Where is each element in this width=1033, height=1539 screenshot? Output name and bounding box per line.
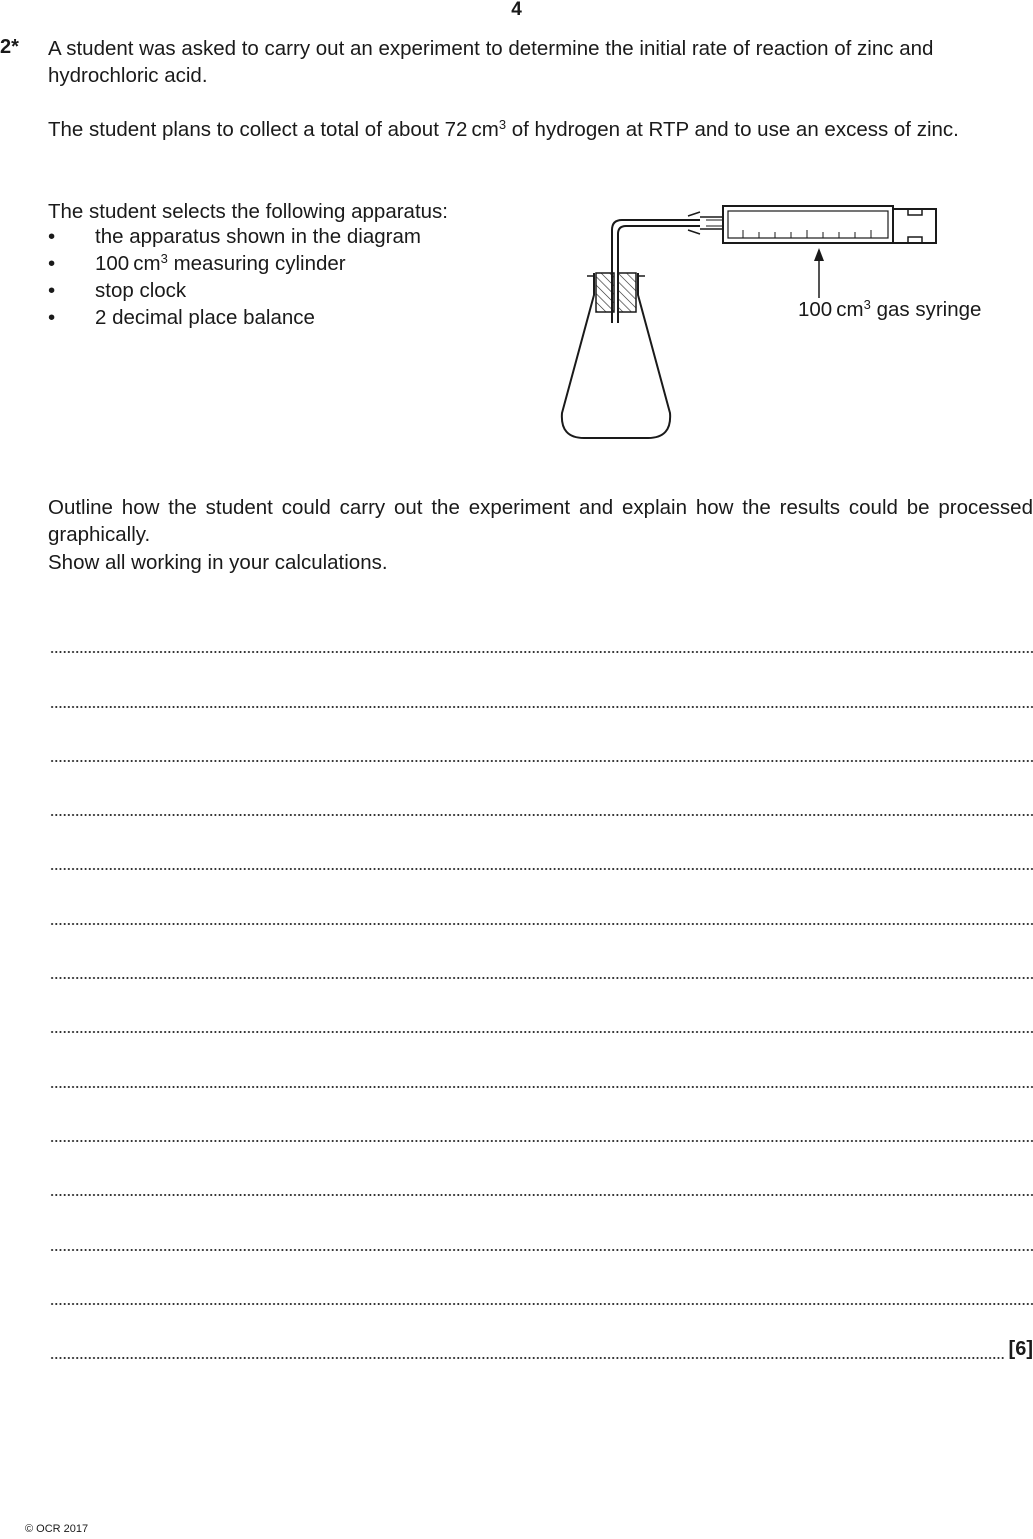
dotted-rule xyxy=(50,1177,1033,1197)
answer-line[interactable] xyxy=(50,1034,1033,1088)
question-number: 2* xyxy=(0,36,19,58)
dotted-rule xyxy=(50,1069,1033,1089)
answer-line[interactable] xyxy=(50,817,1033,871)
answer-line[interactable] xyxy=(50,1306,1033,1360)
apparatus-item-superscript: 3 xyxy=(160,251,168,266)
question-task: Outline how the student could carry out the experiment and explain how the results could be processed graphically. xyxy=(48,496,1033,546)
plan-text-before: The student plans to collect a total of about 72 cm xyxy=(48,118,499,141)
dotted-rule xyxy=(50,851,1033,871)
dotted-rule xyxy=(50,1232,1033,1252)
gas-syringe-label-after: gas syringe xyxy=(870,298,982,321)
apparatus-item xyxy=(48,304,421,331)
dotted-rule xyxy=(50,634,1033,654)
answer-line[interactable] xyxy=(50,1089,1033,1143)
gas-syringe-icon xyxy=(700,206,936,243)
apparatus-list xyxy=(48,223,421,331)
answer-line[interactable] xyxy=(50,871,1033,925)
answer-line[interactable] xyxy=(50,600,1033,654)
apparatus-item-text: 100 cm xyxy=(95,252,161,275)
label-arrow-icon xyxy=(814,248,824,298)
apparatus-item xyxy=(48,223,421,250)
question-plan xyxy=(48,116,1033,143)
dotted-rule xyxy=(50,1123,1033,1143)
apparatus-item-text: stop clock xyxy=(95,279,187,302)
apparatus-item-text: the apparatus shown in the diagram xyxy=(95,225,421,248)
dotted-rule xyxy=(50,1340,1005,1360)
apparatus-item-text-after: measuring cylinder xyxy=(167,252,346,275)
plan-superscript: 3 xyxy=(498,117,507,132)
answer-line[interactable] xyxy=(50,763,1033,817)
bullet-icon: • xyxy=(48,225,56,248)
dotted-rule xyxy=(50,689,1033,709)
answer-line[interactable] xyxy=(50,709,1033,763)
dotted-rule xyxy=(50,743,1033,763)
gas-syringe-label xyxy=(798,298,981,322)
marks-label: [6] xyxy=(1008,1338,1033,1361)
answer-line[interactable] xyxy=(50,654,1033,708)
apparatus-item xyxy=(48,277,421,304)
dotted-rule xyxy=(50,797,1033,817)
dotted-rule xyxy=(50,906,1033,926)
bullet-icon: • xyxy=(48,279,56,302)
page-number: 4 xyxy=(511,0,522,20)
gas-syringe-label-superscript: 3 xyxy=(863,297,871,312)
answer-line[interactable] xyxy=(50,926,1033,980)
answer-area[interactable] xyxy=(50,600,1033,1360)
bullet-icon: • xyxy=(48,306,56,329)
bullet-icon: • xyxy=(48,252,56,275)
answer-line[interactable] xyxy=(50,980,1033,1034)
question-instruction: Show all working in your calculations. xyxy=(48,551,388,574)
bung-icon xyxy=(596,273,636,312)
apparatus-item xyxy=(48,250,421,277)
dotted-rule xyxy=(50,960,1033,980)
answer-line[interactable] xyxy=(50,1252,1033,1306)
apparatus-item-text: 2 decimal place balance xyxy=(95,306,315,329)
plan-text-after: of hydrogen at RTP and to use an excess of zinc. xyxy=(506,118,959,141)
gas-syringe-label-text: 100 cm xyxy=(798,298,864,321)
footer-copyright: © OCR 2017 xyxy=(25,1523,89,1535)
answer-line[interactable] xyxy=(50,1197,1033,1251)
apparatus-heading: The student selects the following apparatus: xyxy=(48,200,448,223)
dotted-rule xyxy=(50,1286,1033,1306)
answer-line[interactable] xyxy=(50,1143,1033,1197)
conical-flask-icon xyxy=(562,273,670,438)
dotted-rule xyxy=(50,1014,1033,1034)
question-intro: A student was asked to carry out an experiment to determine the initial rate of reaction of zinc and hydrochloric acid. xyxy=(48,37,934,87)
